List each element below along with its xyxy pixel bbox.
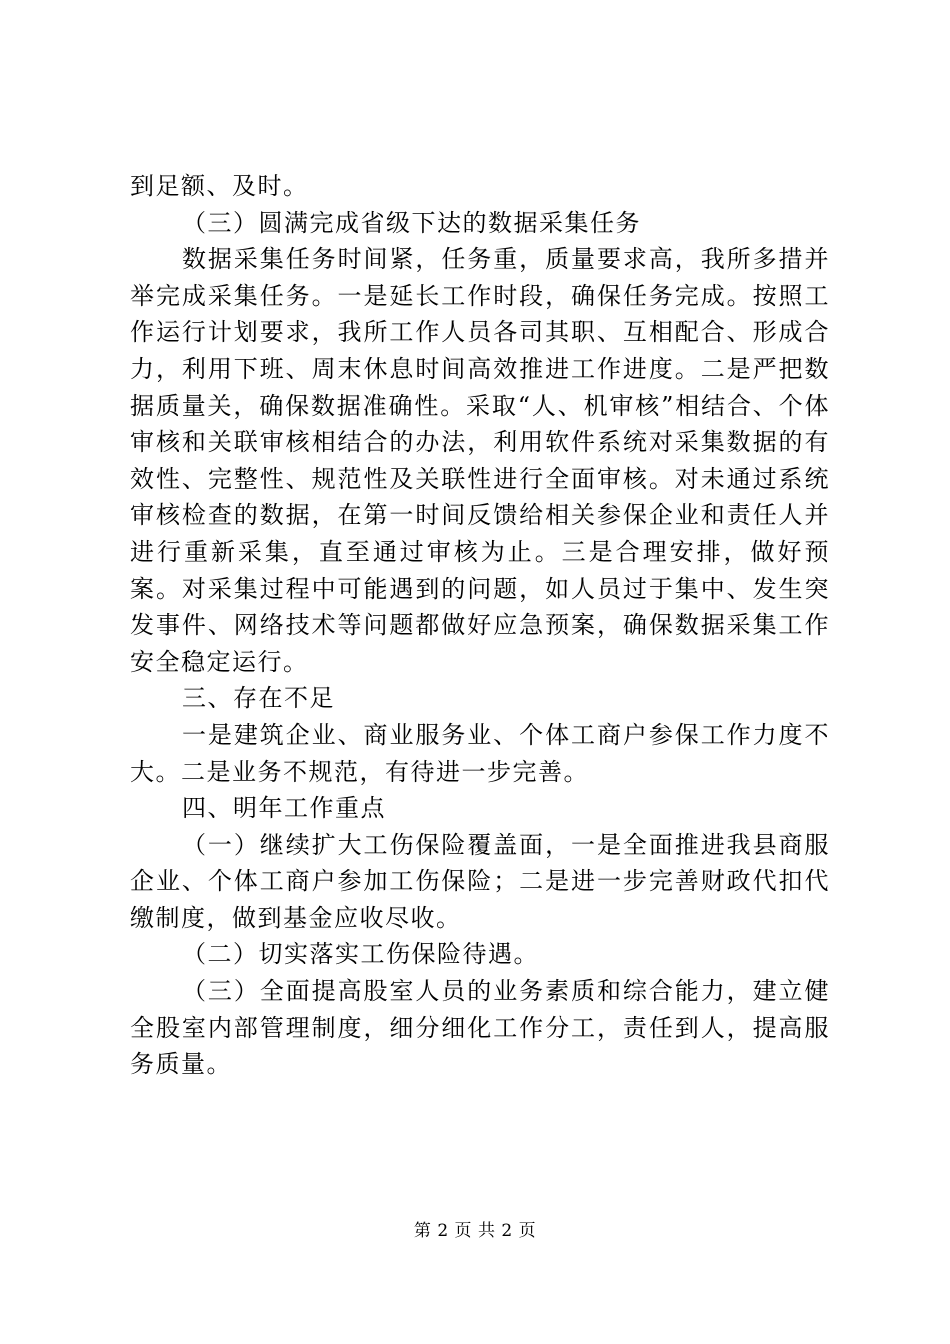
section-heading-shortcomings: 三、存在不足 [182, 684, 335, 713]
page-footer: 第 2 页 共 2 页 [413, 1221, 537, 1241]
document-body [130, 168, 830, 1083]
paragraph-next-year-3: （三）全面提高股室人员的业务素质和综合能力，建立健全股室内部管理制度，细分细化工作分工，责任到人，提高服务质量。 [130, 977, 830, 1079]
paragraph-next-year-2: （二）切实落实工伤保险待遇。 [182, 940, 539, 969]
paragraph-shortcomings: 一是建筑企业、商业服务业、个体工商户参保工作力度不大。二是业务不规范，有待进一步完善。 [130, 720, 830, 786]
paragraph-continuation: 到足额、及时。 [130, 172, 309, 200]
section-heading-data-collection: （三）圆满完成省级下达的数据采集任务 [182, 208, 641, 237]
paragraph-data-collection: 数据采集任务时间紧，任务重，质量要求高，我所多措并举完成采集任务。一是延长工作时段，确保任务完成。按照工作运行计划要求，我所工作人员各司其职、互相配合、形成合力，利用下班、周末休息时间高效推进工作进度。二是严把数据质量关，确保数据准确性。采取“人、机审核”相结合、个体审核和关联审核相结合的办法，利用软件系统对采集数据的有效性、完整性、规范性及关联性进行全面审核。对未通过系统审核检查的数据，在第一时间反馈给相关参保企业和责任人并进行重新采集，直至通过审核为止。三是合理安排，做好预案。对采集过程中可能遇到的问题，如人员过于集中、发生突发事件、网络技术等问题都做好应急预案，确保数据采集工作安全稳定运行。 [130, 245, 830, 676]
paragraph-next-year-1: （一）继续扩大工伤保险覆盖面，一是全面推进我县商服企业、个体工商户参加工伤保险；二是进一步完善财政代扣代缴制度，做到基金应收尽收。 [130, 830, 830, 932]
section-heading-next-year: 四、明年工作重点 [182, 794, 386, 823]
